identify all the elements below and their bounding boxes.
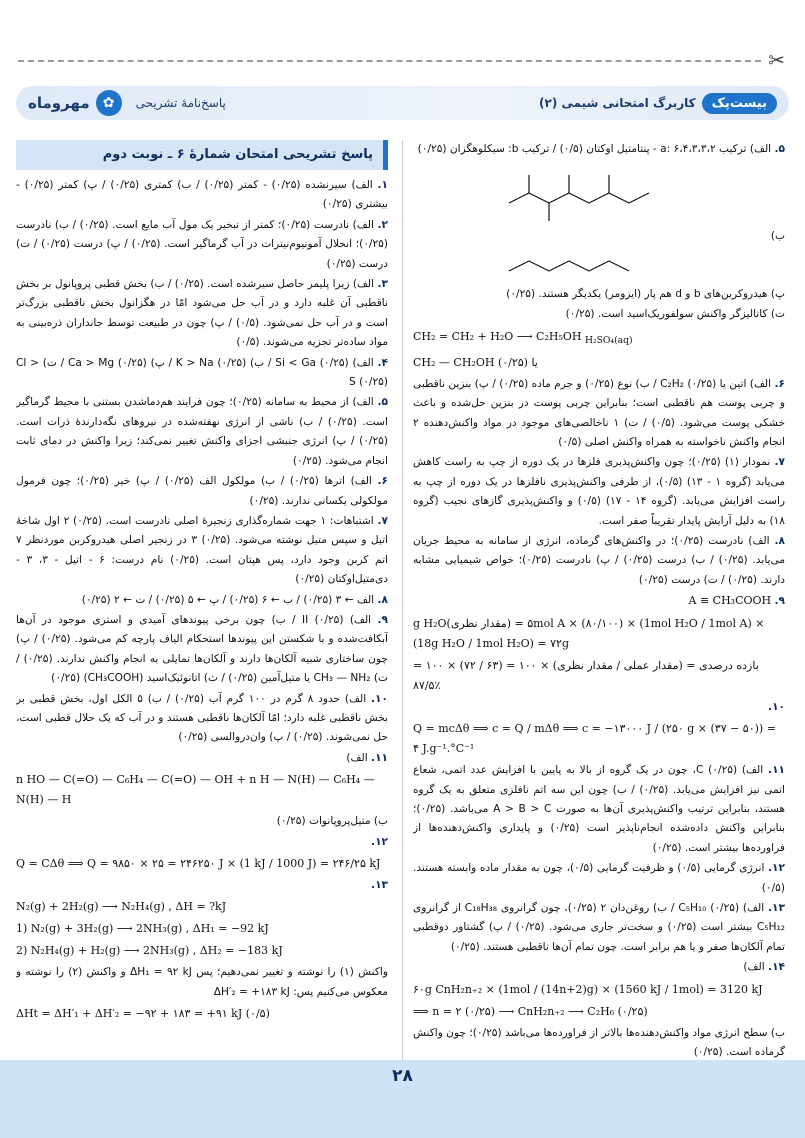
answer-item: پ) هیدروکربن‌های b و d هم پار (ایزومر) یکدیگر هستند. (۰/۲۵): [506, 287, 785, 300]
section-title: پاسخ تشریحی امتحان شمارهٔ ۶ ـ نوبت دوم: [16, 140, 388, 170]
reaction-2: 2) N₂H₄(g) + H₂(g) ⟶ 2NH₃(g) , ΔH₂ = −183 kJ: [16, 944, 283, 958]
molecule-c-icon: [499, 251, 699, 281]
answer-item: ۱۲.: [371, 835, 388, 848]
page-footer: [0, 1060, 805, 1138]
answer-item: ۱۲. انرژی گرمایی (۰/۵) و ظرفیت گرمایی (۰/۵)، چون به مقدار ماده وابسته هستند. (۰/۵): [413, 862, 785, 894]
book-brand: [539, 93, 777, 114]
page-header: [16, 86, 789, 120]
butterfly-icon: ✿: [96, 90, 122, 116]
answer-item: واکنش (۱) را نوشته و تغییر نمی‌دهیم؛ پس ΔH₁ = ۹۲ kJ و واکنش (۲) را نوشته و معکوس می‌کنیم پس: ΔH′₂ = +۱۸۳ kJ: [16, 966, 388, 998]
brand-badge: بیست‌پک: [702, 93, 777, 114]
answer-item: ۶. الف) اترها (۰/۲۵) / ب) مولکول الف (۰/۲۵) / پ) خیر (۰/۲۵)؛ چون فرمول مولکولی یکسانی ندارند. (۰/۲۵): [16, 475, 388, 507]
right-column: [413, 140, 785, 1060]
answer-item: ۱۳.: [371, 879, 388, 891]
reaction-target: N₂(g) + 2H₂(g) ⟶ N₂H₄(g) , ΔH = ?kJ: [16, 900, 227, 914]
answer-item: ۵. الف) ترکیب a: ۶،۴،۳،۳،۲ - پنتامتیل اوکتان (۰/۵) / ترکیب b: سیکلوهگزان (۰/۲۵): [417, 143, 785, 155]
equation-q14-result: ⟹ n = ۲ (۰/۲۵) ⟶ CnH₂n₊₂ ⟶ C₂H₆ (۰/۲۵): [413, 1004, 648, 1018]
answer-item: ۴. الف) Si < Ga (۰/۲۵) / ب) K > Na (۰/۲۵) / پ) Ca > Mg (۰/۲۵) / ت) Cl > S (۰/۲۵): [16, 356, 388, 389]
equation-q12: Q = CΔθ ⟹ Q = ۹۸۵۰ × ۲۵ = ۲۴۶۲۵۰ J × (1 kJ / 1000 J) = ۲۴۶/۲۵ kJ: [16, 857, 381, 870]
answer-item: ۸. الف ← ۳ (۰/۲۵) / ب ← ۶ (۰/۲۵) / پ ← ۵ (۰/۲۵) / ت ← ۲ (۰/۲۵): [81, 593, 388, 606]
answer-item: ۱. الف) سیرنشده (۰/۲۵) - کمتر (۰/۲۵) / ب) کمتری (۰/۲۵) / پ) کمتر (۰/۲۵) - بیشتری (۰/۲۵): [16, 179, 388, 211]
equation-q14: ۶۰g CnH₂n₊₂ × (1mol / (14n+2)g) × (1560 kJ / 1mol) = 3120 kJ: [413, 982, 763, 996]
answer-item: ۱۰.: [768, 700, 785, 713]
left-column: [16, 140, 388, 1060]
polymer-equation: n HO — C(=O) — C₆H₄ — C(=O) — OH + n H — N(H) — C₆H₄ — N(H) — H: [16, 773, 375, 807]
column-divider: [402, 140, 403, 1060]
equation-q13-total: ΔHt = ΔH′₁ + ΔH′₂ = −۹۲ + ۱۸۳ = +۹۱ kJ (۰/۵): [16, 1007, 270, 1021]
equation-ethanol: CH₂ = CH₂ + H₂O ⟶ C₂H₅OH $_{H_2SO_4(aq)}$: [413, 329, 633, 346]
reaction-1: 1) N₂(g) + 3H₂(g) ⟶ 2NH₃(g) , ΔH₁ = −92 kJ: [16, 922, 269, 936]
answer-item: ۱۱. الف) C (۰/۲۵)، چون در یک گروه از بالا به پایین با افزایش عدد اتمی، شعاع اتمی نیز افزایش می‌یابد. (۰/۲۵) / ب) چون این سه اتم نافلزی متعلق به یک گروه هستند، بنابراین ترتیب واکنش‌پذیری آن‌ها به صورت A > B > C می‌باشد. (۰/۲۵)؛ بنابراین واکنش داده‌شده انجام‌ناپذیر است (۰/۲۵) و پایداری واکنش‌دهنده‌ها از فراورده‌ها بیشتر است. (۰/۲۵): [413, 764, 785, 854]
answer-item: ب) سطح انرژی مواد واکنش‌دهنده‌ها بالاتر از فراورده‌ها می‌باشد (۰/۲۵)؛ چون واکنش گرماده است. (۰/۲۵): [413, 1026, 785, 1058]
molecule-a-icon: [499, 163, 699, 223]
scissors-icon: ✂: [768, 48, 785, 72]
answer-item: ۱۰. الف) حدود ۸ گرم در ۱۰۰ گرم آب (۰/۲۵) / ب) ۵ الکل اول، بخش قطبی بر بخش ناقطبی غلبه دارد؛ امّا آلکان‌ها ناقطبی هستند و در آب که یک حلال قطبی است، حل نمی‌شوند. (۰/۲۵) / پ) وان‌دروالسی (۰/۲۵): [16, 692, 388, 744]
equation-q9: g H₂O(مقدار نظری) = ۵mol A × (۸۰/۱۰۰) × (1mol H₂O / 1mol A) × (18g H₂O / 1mol H₂O) = ۷۲g: [413, 616, 765, 650]
answer-item: ۱۱. الف): [346, 751, 388, 764]
page-number: ۲۸: [392, 1066, 413, 1086]
equation-q9-yield: بازده درصدی = (مقدار عملی / مقدار نظری) × ۱۰۰ = (۶۳ / ۷۲) × ۱۰۰ = ۸۷/۵٪: [413, 658, 759, 692]
publisher-name: مهروماه: [28, 94, 90, 112]
answer-item: ت) کاتالیزگر واکنش سولفوریک‌اسید است. (۰/۲۵): [565, 308, 785, 321]
answer-item: ۸. الف) نادرست (۰/۲۵)؛ در واکنش‌های گرماده، انرژی از سامانه به محیط جریان می‌یابد. (۰/۲۵) / ب) درست (۰/۲۵) / پ) نادرست (۰/۲۵)؛ خواص شیمیایی مشابه دارند. (۰/۲۵) / ت) درست (۰/۲۵): [413, 535, 785, 586]
answer-item: ۱۴. الف): [743, 961, 785, 974]
answer-item: ۷. نمودار (۱) (۰/۲۵)؛ چون واکنش‌پذیری فلزها در یک دوره از چپ به راست کاهش می‌یابد (گروه ۱ - ۱۳) (۰/۵)، از طرفی واکنش‌پذیری نافلزها در یک دوره از چپ به راست افزایش می‌یابد. (گروه ۱۴ - ۱۷) (۰/۵) و واکنش‌پذیری گازهای نجیب (گروه ۱۸) به دلیل آرایش پایدار تقریباً صفر است.: [413, 456, 785, 527]
answer-item: ۵. الف) از محیط به سامانه (۰/۲۵)؛ چون فرایند هم‌دماشدن بستنی با محیط گرماگیر است. (۰/۲۵) / ب) ناشی از انرژی نهفته‌شده در نیروهای نگه‌دارندهٔ ذرات است. (۰/۲۵) / پ) انرژی جنبشی اجزای واکنش تغییر نمی‌کند؛ زیرا واکنش در دمای ثابت انجام می‌شود. (۰/۲۵): [16, 396, 388, 467]
answer-item: ۹. الف) II (۰/۲۵) / ب) چون برخی پیوندهای آمیدی و استری موجود در آن‌ها آبکافت‌شده و با شکستن این پیوندها استحکام الیاف پارچه کم می‌شود. (۰/۲۵) / پ) چون ساختاری شبیه آلکان‌ها دارند و آلکان‌ها تمایلی به انجام واکنش ندارند. (۰/۲۵) / ت) CH₃ — NH₂ یا متیل‌آمین (۰/۲۵) / ث) اتانوئیک‌اسید (CH₃COOH) (۰/۲۵): [16, 613, 388, 685]
equation-ethanol-alt: CH₂ — CH₂OH (۰/۲۵) یا: [413, 355, 538, 369]
answer-item: ۹. A ≡ CH₃COOH: [688, 594, 785, 608]
answer-item: ب) متیل‌پروپانوات (۰/۲۵): [276, 815, 388, 828]
catalyst-label: H₂SO₄(aq): [584, 334, 633, 346]
answer-item: ب): [770, 230, 785, 243]
cut-line: [18, 60, 761, 62]
answer-item: ۲. الف) نادرست (۰/۲۵)؛ کمتر از تبخیر یک مول آب مایع است. (۰/۲۵) / ب) نادرست (۰/۲۵)؛ انحلال آمونیوم‌نیترات در آب گرماگیر است. (۰/۲۵) / پ) درست (۰/۲۵) / ت) درست (۰/۲۵): [16, 218, 388, 270]
answer-item: ۱۳. الف) C₅H₁₀ (۰/۲۵) / ب) روغن‌دان ۲ (۰/۲۵)، چون گرانروی C₁₈H₃₈ از گرانروی C₅H₁₂ بیشتر است (۰/۲۵) و سخت‌تر جاری می‌شود. (۰/۲۵) / پ) گشتاور دوقطبی تمام آلکان‌ها صفر و یا هم برابر است. چون تمام آن‌ها ناقطبی هستند. (۰/۲۵): [413, 901, 785, 953]
equation-q10: Q = mcΔθ ⟹ c = Q / mΔθ ⟹ c = −۱۳۰۰۰ J / (۲۵۰ g × (۳۷ − ۵۰)) = ۴ J.g⁻¹.°C⁻¹: [413, 722, 776, 756]
answer-item: ۳. الف) زیرا پلیمر حاصل سیرشده است. (۰/۲۵) / ب) بخش قطبی پروپانول بر بخش ناقطبی آن غلبه دارد و در آب حل می‌شود امّا در هگزانول بخش ناقطبی بزرگ‌تر است و در آب حل نمی‌شود. (۰/۵) / پ) چون در طبیعت توسط جانداران ذره‌بینی به مواد ساده‌تر تجزیه می‌شوند. (۰/۵): [16, 278, 388, 349]
book-title: کاربرگ امتحانی شیمی (۲): [539, 96, 696, 110]
answer-item: ۶. الف) اتین یا C₂H₂ (۰/۲۵) / ب) نوع (۰/۲۵) و جرم ماده (۰/۲۵) / پ) بنزین ناقطبی و چربی پوست هم ناقطبی است؛ بنابراین چربی پوست در بنزین حل‌شده و باعث خشکی پوست می‌شود. (۰/۵) / ت) ۱ ناخالصی‌های موجود در مواد واکنش‌دهنده ۲ انجام واکنش ناخواسته به همراه واکنش اصلی (۰/۵): [413, 377, 785, 449]
answers-label: پاسخ‌نامهٔ تشریحی: [135, 96, 226, 110]
publisher-logo: [28, 90, 226, 116]
answer-item: ۷. اشتباهات: ۱ جهت شماره‌گذاری زنجیرهٔ اصلی نادرست است. (۰/۲۵) ۲ اول شاخهٔ اتیل و سپس متیل نوشته می‌شود. (۰/۲۵) ۳ در زنجیر اصلی هیدروکربن موردنظر ۷ اتم کربن وجود دارد، پس هپتان است. (۰/۲۵) نام درست: ۶ - اتیل - ۳، ۳ - دی‌متیل‌اوکتان (۰/۲۵): [16, 514, 388, 586]
